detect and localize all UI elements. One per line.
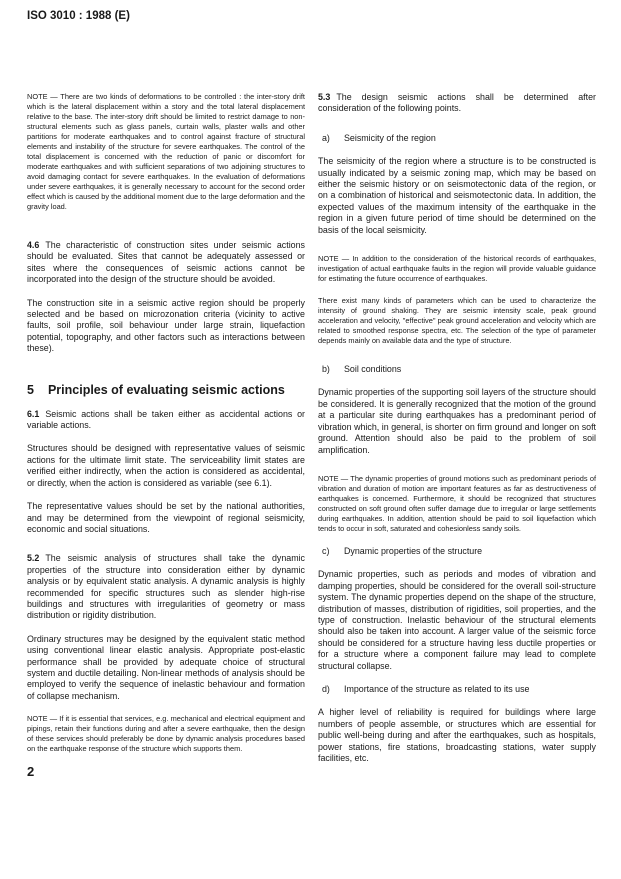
item-a-text: The seismicity of the region where a structure is to be constructed is usually indicated by a seismic zoning map, which may be based on either the seismic history or on seismotectonic data of the region, or on a combination of historical and seismotectonic data. In addition, the expected values of the maximum intensity of the earthquake in the region in a given future period of time should be determined on the basis of the local seismicity. [318, 156, 596, 235]
item-b-heading [318, 364, 596, 375]
paragraph-representative: The representative values should be set by the national authorities, and may be determined from the viewpoint of regional seismicity, economic and social situations. [27, 501, 305, 534]
item-b-note: NOTE — The dynamic properties of ground motions such as predominant periods of vibration and duration of motion are important features as far as destructiveness of earthquakes is concerned. Furthermore, it should be recognized that structures constructed on soft ground often suffer damage due to irregular or large settlements during earthquakes. In addition, attention should be paid to soil liquefaction which tends to occur in soft, saturated and cohesionless sandy soils. [318, 473, 596, 533]
note-deformations: NOTE — There are two kinds of deformations to be controlled : the inter-story drift which is the lateral displacement within a story and the total lateral displacement relative to the base. The inter-story drift should be limited to restrict damage to non-structural elements such as glass panels, curtain walls, plaster walls and other partitions for moderate earthquakes and to control against fracture of structural elements and instability of the structure for severe earthquakes. The control of the total displacement is concerned with the reduction of panic or discomfort for moderate earthquakes and with sufficient separations of two adjoining structures to avoid damaging contact for severe earthquakes. In the evaluation of deformations under severe earthquakes, it is generally necessary to account for the second order effect which is caused by the additional moment due to the large deformation and the gravity load. [27, 92, 306, 211]
item-label: b) [322, 364, 330, 375]
section-5-heading [27, 383, 305, 397]
item-c-text: Dynamic properties, such as periods and modes of vibration and damping properties, should be considered for the overall soil-structure system. The dynamic properties depend on the shape of the structure, distribution of masses, distribution of rigidities, soil properties, and the type of construction. Inelastic behaviour of the structural elements should also be taken into account. A larger value of the seismic force should be considered for a structure having less ductile properties or for a structure where a component failure may lead to complete structural collapse. [318, 569, 596, 671]
paragraph-construction-site: The construction site in a seismic active region should be properly selected and be based on microzonation criteria (vicinity to active faults, soil profile, soil behaviour under large strain, liquefaction potential, topography, and other factors such as interactions between these). [27, 297, 305, 354]
section-number: 5 [27, 382, 34, 397]
clause-text: The characteristic of construction sites under seismic actions should be evaluated. Sites that cannot be adequately assessed or sites where the consequences of seismic actions cannot be incorporated into the design of the structure should be avoided. [27, 240, 305, 285]
clause-number: 5.2 [27, 553, 40, 564]
item-d-heading [318, 684, 596, 695]
note-services: NOTE — If it is essential that services, e.g. mechanical and electrical equipment and pipings, retain their functions during and after a severe earthquake, then the design of these services should preferably be done by dynamic analysis procedures based on the earthquake response of the structure which supports them. [27, 714, 305, 754]
item-title: Seismicity of the region [344, 132, 436, 143]
right-column [318, 92, 596, 764]
paragraph-ordinary: Ordinary structures may be designed by the equivalent static method using conventional linear elastic analysis. Appropriate post-elastic performance shall be provided by adequate choice of structural system and ductile detailing. Non-linear methods of analysis should be employed to verify the sequence of inelastic behaviour and formation of collapse mechanism. [27, 633, 305, 701]
item-b-text: Dynamic properties of the supporting soil layers of the structure should be considered. It is generally recognized that the motion of the ground at a particular site during earthquakes has a predominant period of vibration which, in general, is shorter on firm ground and longer on soft ground. Attention should also be paid to the problem of soil amplification. [318, 387, 596, 455]
paragraph-structures: Structures should be designed with representative values of seismic actions for the ultimate limit state. The serviceability limit states are verified either indirectly, when the action is considered as accidental, or directly, when the action is considered as variable (see 6.1). [27, 443, 305, 488]
item-c-heading [318, 546, 596, 557]
clause-5-2 [27, 553, 305, 621]
item-a-parameters: There exist many kinds of parameters which can be used to characterize the intensity of ground shaking. They are seismic intensity scale, peak ground acceleration and velocity, "effective" peak ground acceleration and velocity which are related to smoothed response spectra, etc. The selection of the type of parameter depends mainly on available data and the type of structure. [318, 296, 596, 346]
item-label: d) [322, 683, 330, 694]
item-title: Importance of the structure as related to its use [344, 683, 530, 694]
clause-text: The seismic analysis of structures shall take the dynamic properties of the structure into consideration either by dynamic analysis or by equivalent static analysis. A dynamic analysis is highly recommended for specific structures such as slender high-rise buildings and structures with irregularities of geometry or mass distribution or rigidity distribution. [27, 553, 305, 621]
item-a-heading [318, 133, 596, 144]
left-column [27, 92, 305, 779]
clause-text: Seismic actions shall be taken either as accidental actions or variable actions. [27, 408, 305, 431]
page-header: ISO 3010 : 1988 (E) [27, 10, 130, 22]
section-title: Principles of evaluating seismic actions [47, 382, 285, 397]
item-label: a) [322, 132, 330, 143]
clause-5-1 [27, 409, 305, 432]
clause-number: 4.6 [27, 240, 40, 250]
item-a-note: NOTE — In addition to the consideration of the historical records of earthquakes, investigation of actual earthquake faults in the region will provide valuable guidance for estimating the future occurrence of earthquakes. [318, 254, 596, 284]
clause-number: 6.1 [27, 408, 40, 419]
item-label: c) [322, 545, 330, 556]
page-number: 2 [27, 764, 35, 780]
clause-number: 5.3 [318, 92, 331, 102]
item-title: Dynamic properties of the structure [344, 545, 483, 556]
item-d-text: A higher level of reliability is required for buildings where large numbers of people assemble, or structures which are essential for public well-being during and after the earthquakes, such as hospitals, power stations, fire stations, broadcasting stations, water supply facilities, etc. [318, 707, 596, 763]
item-title: Soil conditions [344, 364, 402, 375]
clause-text: The design seismic actions shall be determined after consideration of the following points. [318, 92, 596, 114]
clause-4-6 [27, 240, 305, 286]
clause-5-3 [318, 92, 596, 115]
